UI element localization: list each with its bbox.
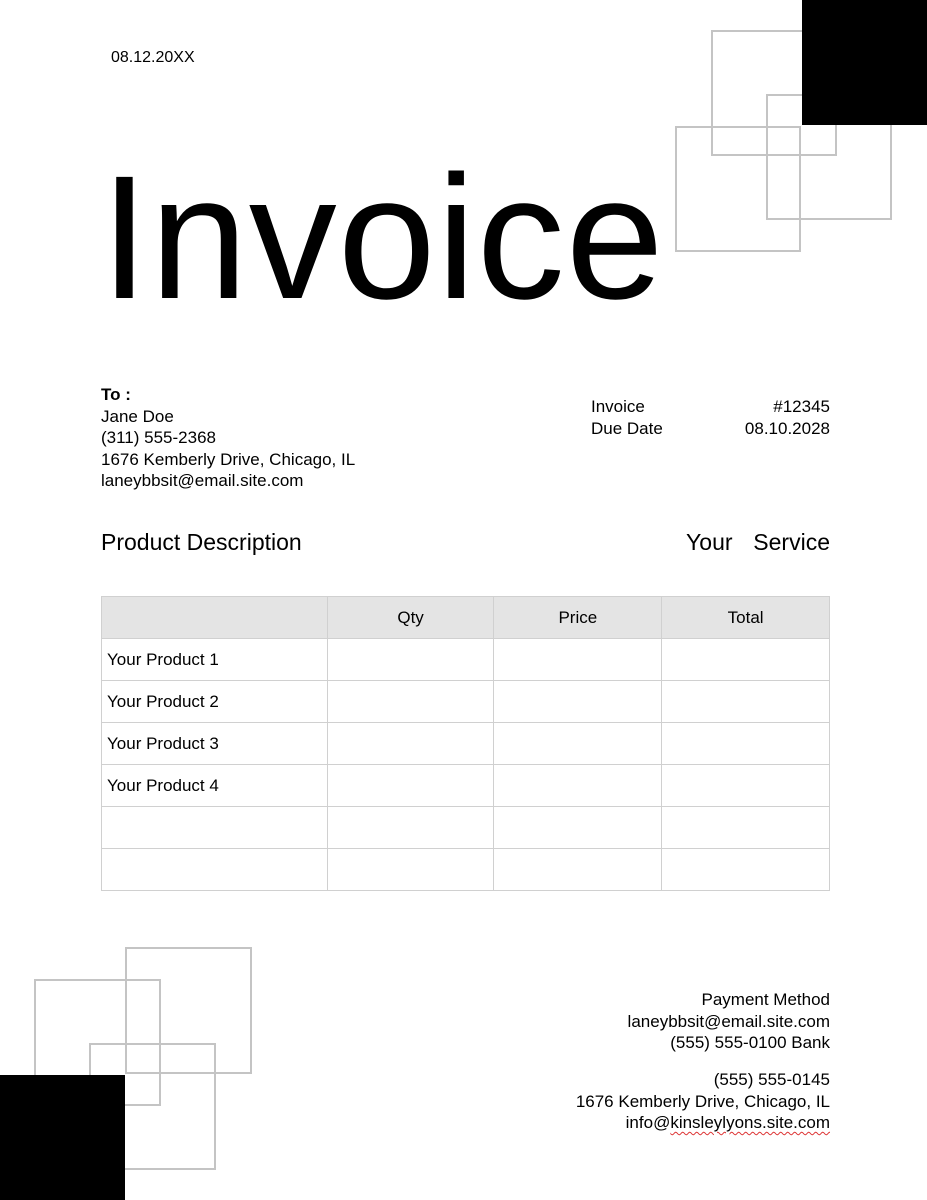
product-qty [327,807,494,849]
header-total: Total [662,597,830,639]
table-header-row [102,597,830,639]
table-row [102,723,830,765]
invoice-number: #12345 [773,397,830,416]
invoice-meta [591,396,830,439]
table-row [102,765,830,807]
product-price [494,807,662,849]
invoice-date: 08.12.20XX [111,49,195,66]
invoice-number-row [591,396,830,418]
header-price: Price [494,597,662,639]
contact-email-prefix: info@ [625,1113,671,1132]
items-table [101,596,830,891]
product-total [662,807,830,849]
table-row [102,681,830,723]
header-qty: Qty [327,597,494,639]
invoice-label: Invoice [591,397,645,416]
product-total [662,849,830,891]
product-qty [327,639,494,681]
product-total [662,681,830,723]
product-name: Your Product 4 [102,765,328,807]
product-qty [327,681,494,723]
recipient-phone: (311) 555-2368 [101,428,216,447]
outline-square [675,126,801,252]
payment-bank: (555) 555-0100 Bank [670,1033,830,1052]
payment-label: Payment Method [701,990,830,1009]
product-qty [327,723,494,765]
product-price [494,681,662,723]
contact-email-domain: kinsleylyons.site.com [670,1113,830,1132]
payment-email: laneybbsit@email.site.com [627,1011,830,1031]
product-description-heading: Product Description [101,529,302,555]
table-row [102,639,830,681]
product-total [662,639,830,681]
table-row [102,849,830,891]
product-name: Your Product 1 [102,639,328,681]
product-name: Your Product 2 [102,681,328,723]
product-name [102,807,328,849]
table-row [102,807,830,849]
recipient-label: To : [101,385,131,404]
due-date-row [591,418,830,440]
product-total [662,723,830,765]
product-total [662,765,830,807]
page-title: Invoice [100,140,665,336]
product-name: Your Product 3 [102,723,328,765]
payment-block [628,989,830,1054]
recipient-block [101,384,355,492]
product-qty [327,765,494,807]
due-date-value: 08.10.2028 [744,418,830,438]
recipient-email: laneybbsit@email.site.com [101,471,304,490]
product-price [494,639,662,681]
product-price [494,849,662,891]
product-qty [327,849,494,891]
black-square [802,0,927,125]
contact-address: 1676 Kemberly Drive, Chicago, IL [575,1091,830,1111]
header-item [102,597,328,639]
contact-email [576,1112,830,1134]
contact-block [576,1069,830,1134]
product-price [494,723,662,765]
contact-phone: (555) 555-0145 [713,1070,830,1089]
your-service-heading: Your Service [686,529,830,555]
black-square [0,1075,125,1200]
due-date-label: Due Date [591,418,663,438]
recipient-address: 1676 Kemberly Drive, Chicago, IL [101,449,356,469]
recipient-name: Jane Doe [101,406,174,426]
product-name [102,849,328,891]
product-price [494,765,662,807]
